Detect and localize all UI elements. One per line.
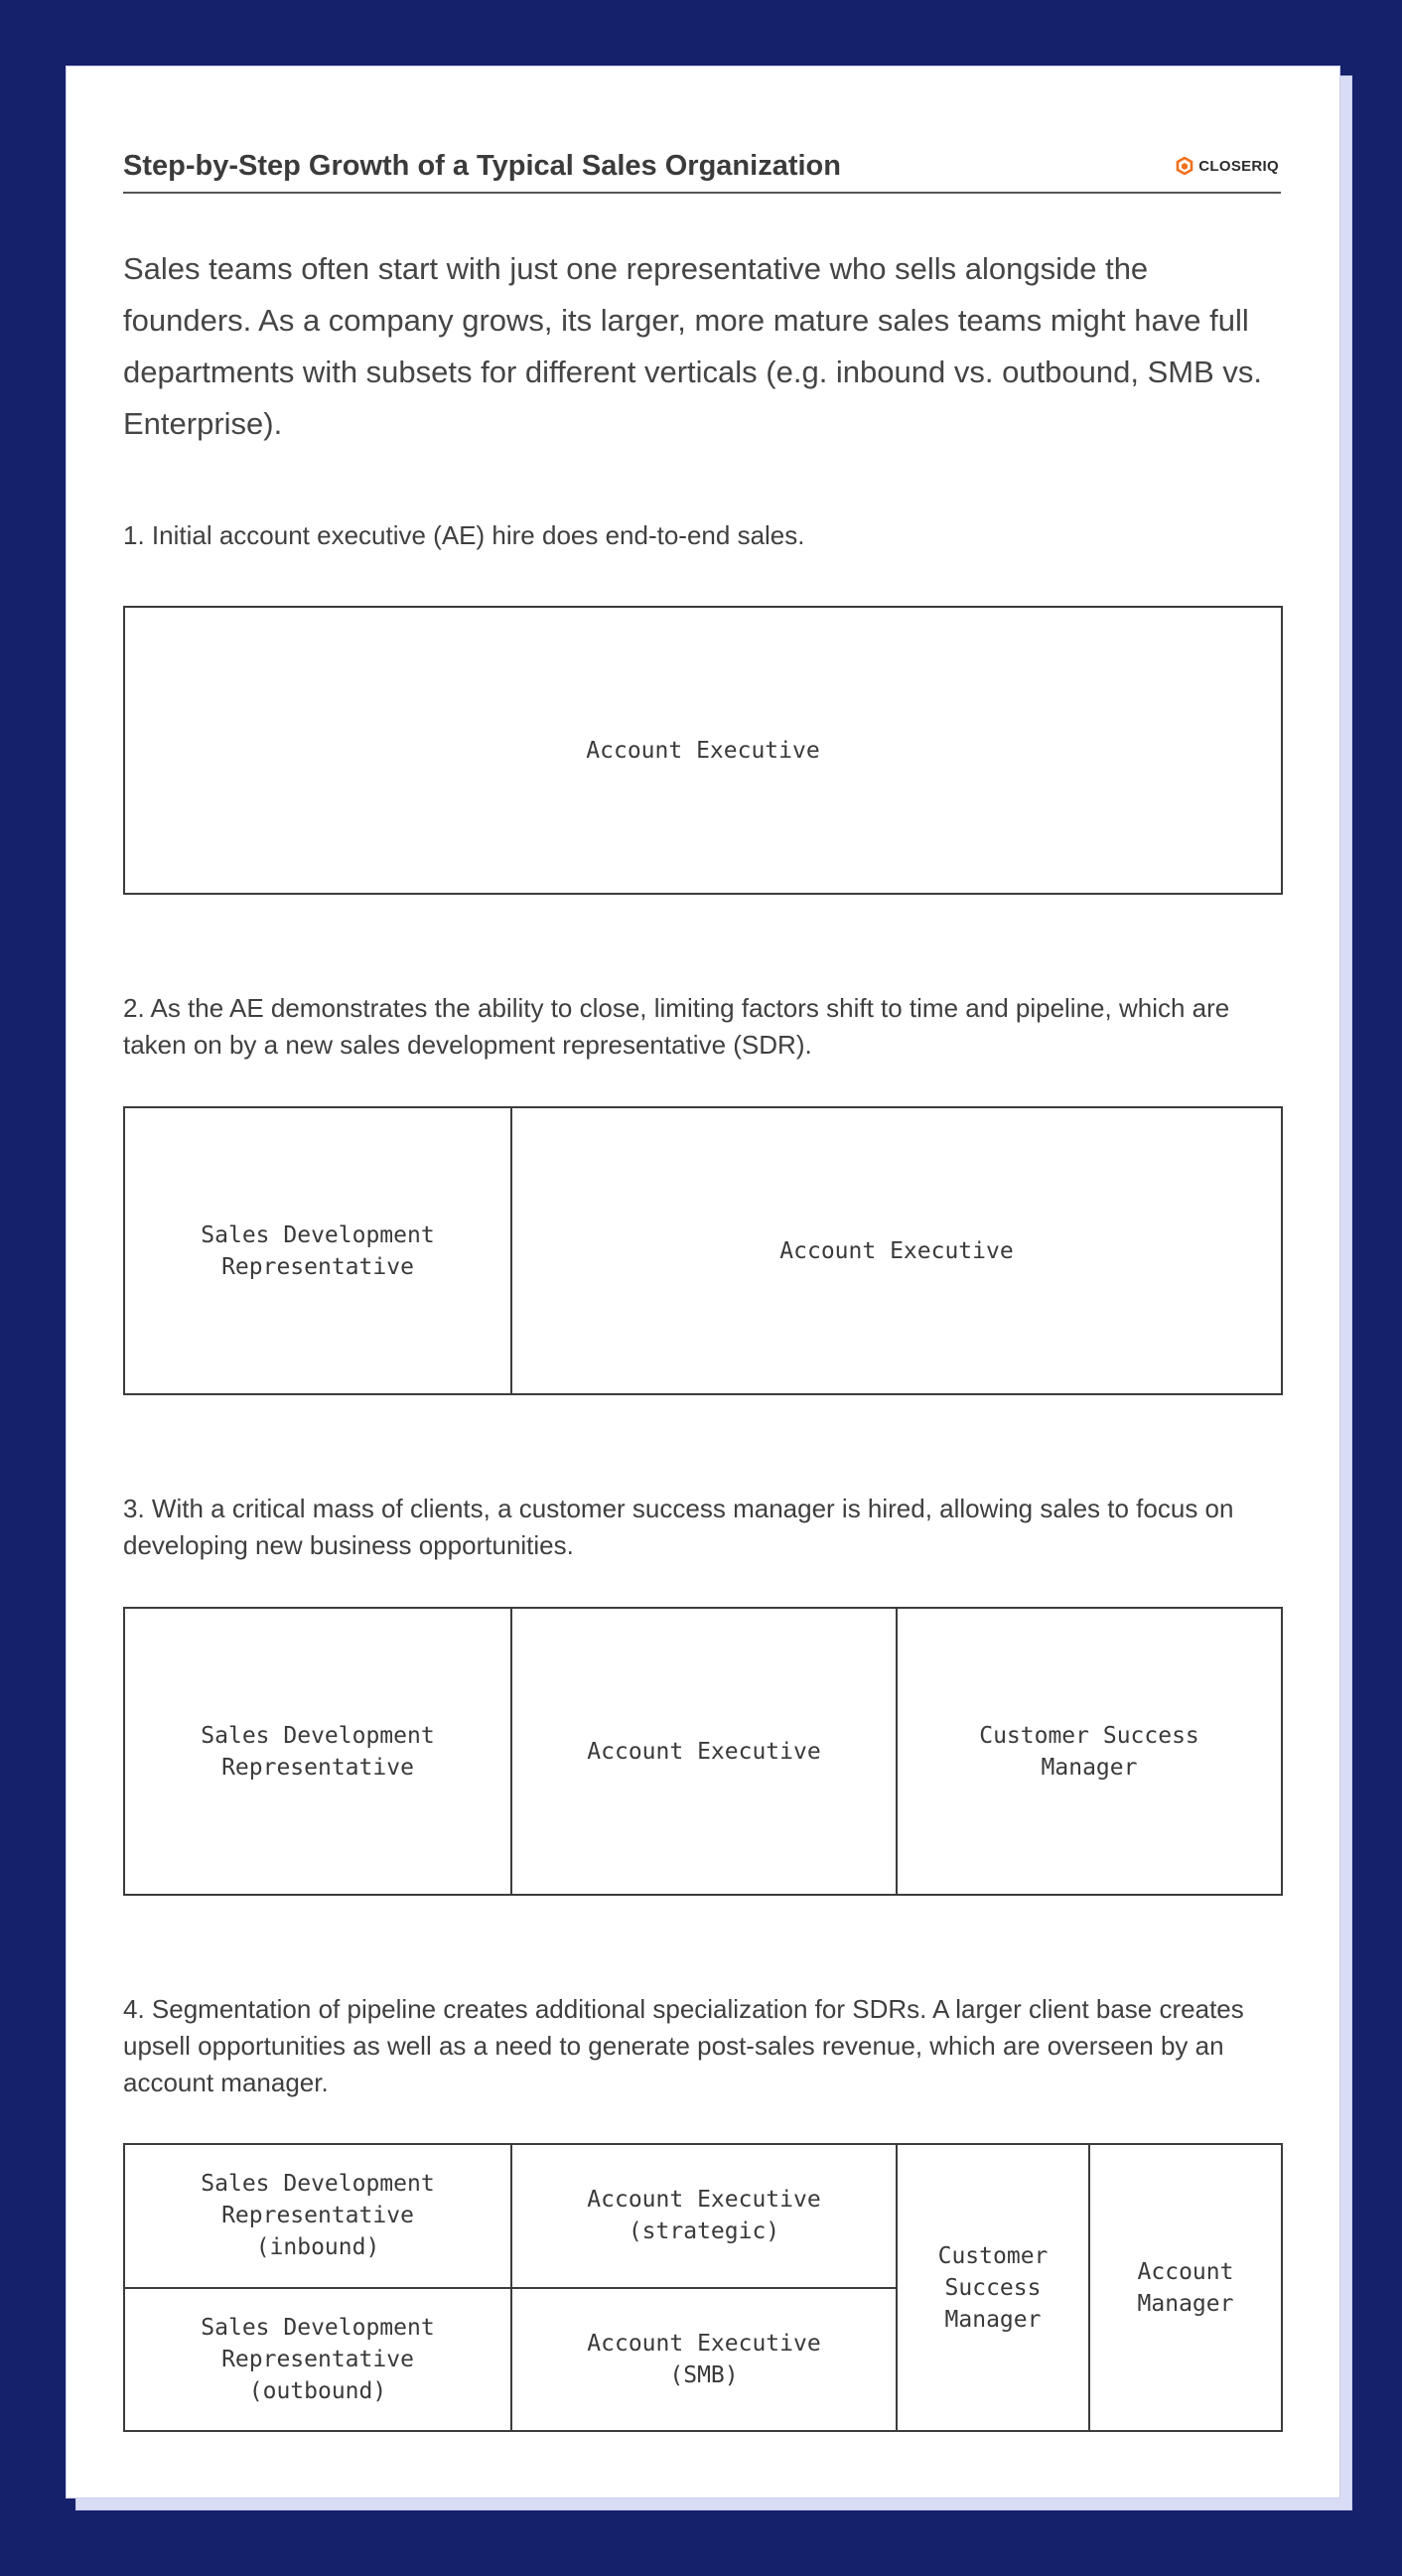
sdr-column bbox=[125, 2145, 510, 2430]
step-2-org-chart bbox=[123, 1106, 1283, 1395]
intro-paragraph: Sales teams often start with just one representative who sells alongside the founders. As a company grows, its larger, more mature sales teams might have full departments with subsets for different verticals (e.g. inbound vs. outbound, SMB vs. Enterprise). bbox=[123, 251, 1263, 441]
role-account-executive: Account Executive bbox=[510, 1108, 1281, 1393]
role-account-executive: Account Executive bbox=[510, 1609, 896, 1894]
role-sales-development-representative: Sales Development Representative bbox=[201, 1221, 435, 1280]
role-customer-success-manager: Customer Success Manager bbox=[896, 2145, 1088, 2430]
infographic-card bbox=[66, 66, 1340, 2499]
role-account-manager: Account Manager bbox=[1088, 2145, 1281, 2430]
role-ae-strategic: Account Executive (strategic) bbox=[587, 2187, 821, 2245]
step-2-description: 2. As the AE demonstrates the ability to close, limiting factors shift to time and pipeline, which are taken on by a new sales development representative (SDR). bbox=[123, 993, 1230, 1060]
role-sdr-inbound: Sales Development Representative (inbound) bbox=[201, 2171, 435, 2261]
role-sdr-outbound: Sales Development Representative (outbound) bbox=[125, 2287, 510, 2431]
header bbox=[123, 150, 1281, 194]
step-4-org-chart bbox=[123, 2143, 1283, 2432]
role-account-executive: Account Executive bbox=[586, 737, 820, 764]
step-4-description: 4. Segmentation of pipeline creates additional specialization for SDRs. A larger client base creates upsell opportunities as well as a need to generate post-sales revenue, which are overseen by an account manager. bbox=[123, 1994, 1244, 2097]
brand-name: CLOSERIQ bbox=[1198, 157, 1279, 175]
role-customer-success-manager: Customer Success Manager bbox=[896, 1609, 1281, 1894]
role-ae-smb: Account Executive (SMB) bbox=[512, 2287, 896, 2431]
role-sales-development-representative: Sales Development Representative bbox=[201, 1722, 435, 1781]
ae-column bbox=[510, 2145, 896, 2430]
closeriq-logo-icon bbox=[1176, 157, 1193, 175]
step-3-description: 3. With a critical mass of clients, a customer success manager is hired, allowing sales to focus on developing new business opportunities. bbox=[123, 1494, 1234, 1560]
brand-logo bbox=[1176, 157, 1279, 175]
step-1-org-chart bbox=[123, 606, 1283, 895]
step-3-org-chart bbox=[123, 1607, 1283, 1896]
step-1-description: 1. Initial account executive (AE) hire does end-to-end sales. bbox=[123, 520, 805, 550]
page-title: Step-by-Step Growth of a Typical Sales Organization bbox=[123, 150, 841, 182]
